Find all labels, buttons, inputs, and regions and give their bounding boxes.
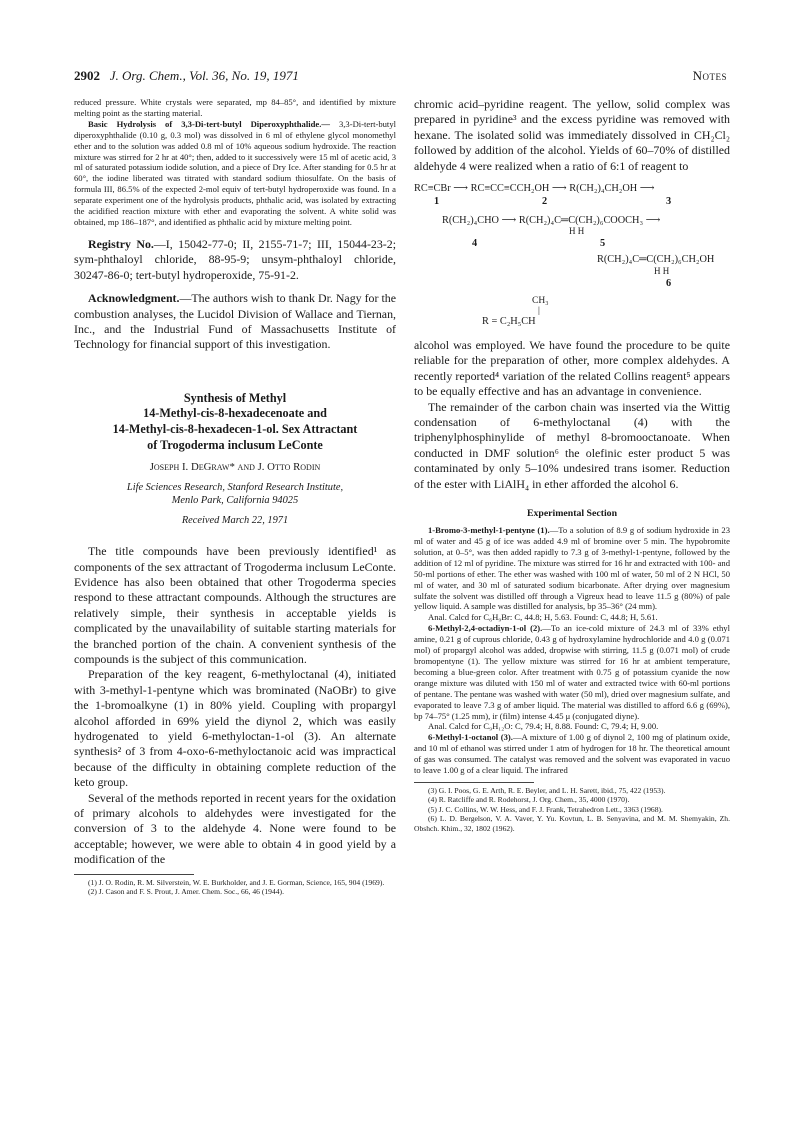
acknowledgment-text: —The authors wish to thank Dr. Nagy for the combustion analyses, the Lucidol Division of Wallace and Tiernan, Inc., and the Industrial Fund of Massachusetts Institute of Technology for financial support of this investigation. [74, 291, 396, 352]
registry-paragraph [74, 237, 396, 283]
analysis-line: Anal. Calcd for C₆H₉Br: C, 44.8; H, 5.63. Found: C, 44.8; H, 5.61. [428, 612, 658, 623]
compound-number: 6 [666, 278, 672, 290]
experimental-paragraph [414, 525, 730, 612]
article-title [74, 391, 396, 453]
compound-heading: 6-Methyl-2,4-octadiyn-1-ol (2). [428, 623, 543, 634]
body-paragraph: alcohol was employed. We have found the procedure to be quite reliable for the preparation of other, more complex aldehydes. A recently reported⁴ variation of the related Collins reagent⁵ appears to be equally effective and has an advantage in convenience. [414, 338, 730, 399]
procedure-text: —To a solution of 8.9 g of sodium hydroxide in 23 ml of water and 45 g of ice was added 4.9 ml of bromine over 5 min. The hypobromite solution, at 0–5°, was then added rapidly to 7.3 g of 3-methyl-1-pentyne, followed by the addition of 12 ml of pyridine. The mixture was stirred for 16 hr and extracted with 100- and 50-ml portions of ether. The ether was washed with 100 ml of water, 50 ml of 2 N HCl, 50 ml of water, and 30 ml of saturated sodium bicarbonate. After drying over magnesium sulfate the solvent was distilled off through a Vigreux head to leave 11.5 g (80%) of pale yellow liquid. A sample was distilled for analysis, bp 35–36° (24 mm). [414, 525, 730, 612]
footnote-divider [74, 874, 194, 875]
body-paragraph: Several of the methods reported in recent years for the oxidation of primary alcohols to aldehydes were investigated for the conversion of 3 to the aldehyde 4. None were found to be acceptable; however, we were able to obtain 4 in good yield by a modification of the [74, 790, 396, 867]
right-column [414, 97, 730, 833]
r-definition: R = C₂H₅CH [482, 316, 536, 328]
continued-paragraph: reduced pressure. White crystals were separated, mp 84–85°, and identified by mixture melting point as the starting material. [74, 97, 396, 118]
received-date: Received March 22, 1971 [181, 515, 289, 527]
bond-line: | [538, 306, 540, 317]
footnote: (5) J. C. Collins, W. W. Hess, and F. J. Frank, Tetrahedron Lett., 3363 (1968). [428, 804, 663, 814]
methyl-group: CH₃ [532, 296, 549, 307]
footnote-divider [414, 782, 534, 783]
compound-number: 4 [472, 238, 478, 250]
basic-hydrolysis-paragraph [74, 119, 396, 228]
body-paragraph: chromic acid–pyridine reagent. The yellow, solid complex was prepared in pyridine³ and the excess pyridine was removed with hexane. The isolated solid was immediately dissolved in CH₂Cl₂ followed by addition of the alcohol. Yields of 60–70% of distilled aldehyde 4 were realized when a ratio of 6:1 of reagent to [414, 97, 730, 173]
journal-citation: J. Org. Chem., Vol. 36, No. 19, 1971 [109, 68, 299, 83]
acknowledgment-paragraph [74, 291, 396, 353]
title-line: 14-Methyl-cis-8-hexadecenoate and [143, 406, 327, 421]
acknowledgment-heading: Acknowledgment. [88, 291, 180, 306]
affiliation-line: Menlo Park, California 94025 [171, 495, 299, 507]
scheme-row: R(CH₂)₄CHO ⟶ R(CH₂)₄C═C(CH₂)₆COOCH₃ ⟶ [442, 215, 661, 227]
hydrogen-labels: H H [569, 226, 585, 237]
registry-text: —I, 15042-77-0; II, 2155-71-7; III, 15044-23-2; sym-phthaloyl chloride, 88-95-9; unsym-phthaloyl chloride, 30247-86-0; tert-butyl hydroperoxide, 75-91-2. [74, 236, 397, 282]
compound-number: 5 [600, 238, 606, 250]
affiliation [74, 481, 396, 507]
compound-number: 2 [542, 196, 548, 208]
procedure-text: —A mixture of 1.00 g of diynol 2, 100 mg of platinum oxide, and 10 ml of ethanol was stirred under 1 atm of hydrogen for 18 hr. The theoretical amount of gas was consumed. The catalyst was removed and the solvent was evaporated in vacuo to leave 1.00 g of a clear liquid. The infrared [414, 732, 730, 776]
scheme-row: RC≡CBr ⟶ RC≡CC≡CCH₂OH ⟶ R(CH₂)₄CH₂OH ⟶ [414, 183, 655, 195]
title-line: 14-Methyl-cis-8-hexadecen-1-ol. Sex Attractant [112, 421, 358, 436]
affiliation-line: Life Sciences Research, Stanford Research Institute, [126, 482, 344, 494]
hydrogen-labels: H H [654, 266, 670, 277]
body-paragraph: Preparation of the key reagent, 6-methyloctanal (4), initiated with 3-methyl-1-pentyne which was brominated (NaOBr) to give the 1-bromoalkyne (1) in 80% yield. Coupling with propargyl alcohol afforded in 69% yield the diynol 2, which was easily hydrogenated to yield 6-methyloctan-1-ol (3). An alternate synthesis² of 3 from 4-oxo-6-methyloctanoic acid was impractical because of the difficulty in obtaining complete reduction of the keto group. [74, 667, 396, 790]
page-number: 2902 [74, 68, 100, 83]
reaction-scheme [414, 174, 730, 334]
body-paragraph: The remainder of the carbon chain was inserted via the Wittig condensation of 6-methyloctanal (4) with the triphenylphosphinylide of methyl 8-bromooctanoate. When conducted in DMF solution⁶ the olefinic ester product 5 was contaminated by only 5–10% undesired trans isomer. Reduction of the ester with LiAlH₄ in ether afforded the alcohol 6. [414, 399, 730, 491]
page-header [74, 68, 727, 86]
procedure-text: —To an ice-cold mixture of 24.3 ml of 33% ethyl amine, 0.21 g of cuprous chloride, 0.43 g of hydroxylamine hydrochloride and 4.0 g (0.071 mol) of propargyl alcohol was added, dropwise with stirring, 11.5 g (0.071 mol) of crude bromopentyne (1). The yellow mixture was stirred for 16 hr at ambient temperature, becoming a blue-green color. After treatment with 0.75 g of potassium cyanide the now orange mixture was diluted with 150 ml of water and extracted twice with 60-ml portions of pentane. The pentane was washed with water (50 ml), dried over magnesium sulfate, and evaporated to leave 7.3 g of amber liquid. The material was distilled to afford 6.6 g (69%), bp 74–75° (1.25 mm), ir (film) intense 4.45 μ (conjugated diyne). [414, 623, 730, 721]
body-paragraph: The title compounds have been previously identified¹ as components of the sex attractant of Trogoderma inclusum LeConte. Evidence has also been obtained that other Trogoderma species respond to these attractant compounds. Although the structures are relatively simple, their synthesis in acceptable yields is complicated by the unavailability of suitable starting materials for the branched portion of the chain. A convenient synthesis of the compounds is the subject of this communication. [74, 544, 396, 666]
footnote: (3) G. I. Poos, G. E. Arth, R. E. Beyler, and L. H. Sarett, ibid., 75, 422 (1953). [428, 785, 666, 795]
experimental-paragraph [414, 732, 730, 776]
basic-hydrolysis-text: 3,3-Di-tert-butyl diperoxyphthalide (0.10 g, 0.3 mol) was dissolved in 6 ml of ethylene glycol monomethyl ether and to the solution was added 0.8 ml of 10% aqueous sodium hydroxide. The reaction mixture was stirred for 2 hr at 40°; then, added to it successively were 15 ml of acetic acid, 3 ml of saturated potassium iodide solution, and a piece of Dry Ice. After standing for 0.5 hr at 60°, the iodine liberated was titrated with standard sodium thiosulfate. On the basis of formula III, 86.5% of the expected 2-mol equiv of tert-butyl hydroperoxide was found. In a separate experiment one of the hydrolysis products, phthalic acid, was isolated by extracting the acidified reaction mixture with ether and evaporating the solvent. A white solid was obtained, mp 186–187°, and identified as phthalic acid by mixture melting point. [74, 118, 397, 227]
left-column [74, 97, 396, 896]
section-name: Notes [692, 68, 727, 83]
analysis-line: Anal. Calcd for C₉H₁₂O: C, 79.4; H, 8.88. Found: C, 79.4; H, 9.00. [428, 721, 659, 732]
compound-heading: 6-Methyl-1-octanol (3). [428, 732, 513, 743]
footnote: (2) J. Cason and F. S. Prout, J. Amer. Chem. Soc., 66, 46 (1944). [88, 887, 284, 897]
compound-number: 1 [434, 196, 440, 208]
footnote: (1) J. O. Rodin, R. M. Silverstein, W. E. Burkholder, and J. E. Gorman, Science, 165, 904 (1969). [88, 877, 385, 887]
title-line: Synthesis of Methyl [183, 390, 287, 405]
footnote: (4) R. Ratcliffe and R. Rodehorst, J. Org. Chem., 35, 4000 (1970). [428, 795, 630, 805]
compound-number: 3 [666, 196, 672, 208]
registry-heading: Registry No. [88, 236, 154, 251]
scheme-row: R(CH₂)₄C═C(CH₂)₆CH₂OH [597, 254, 715, 266]
compound-heading: 1-Bromo-3-methyl-1-pentyne (1). [428, 525, 550, 536]
experimental-heading: Experimental Section [526, 508, 618, 520]
basic-hydrolysis-heading: Basic Hydrolysis of 3,3-Di-tert-butyl Diperoxyphthalide.— [88, 118, 330, 129]
page-number-journal [74, 68, 299, 84]
authors: Joseph I. DeGraw* and J. Otto Rodin [149, 461, 321, 474]
experimental-paragraph [414, 623, 730, 721]
footnote: (6) L. D. Bergelson, V. A. Vaver, Y. Yu. Kovtun, L. B. Senyavina, and M. M. Shemyakin, Zh. Obshch. Khim., 32, 1802 (1962). [414, 814, 730, 833]
title-line: of Trogoderma inclusum LeConte [147, 437, 323, 452]
